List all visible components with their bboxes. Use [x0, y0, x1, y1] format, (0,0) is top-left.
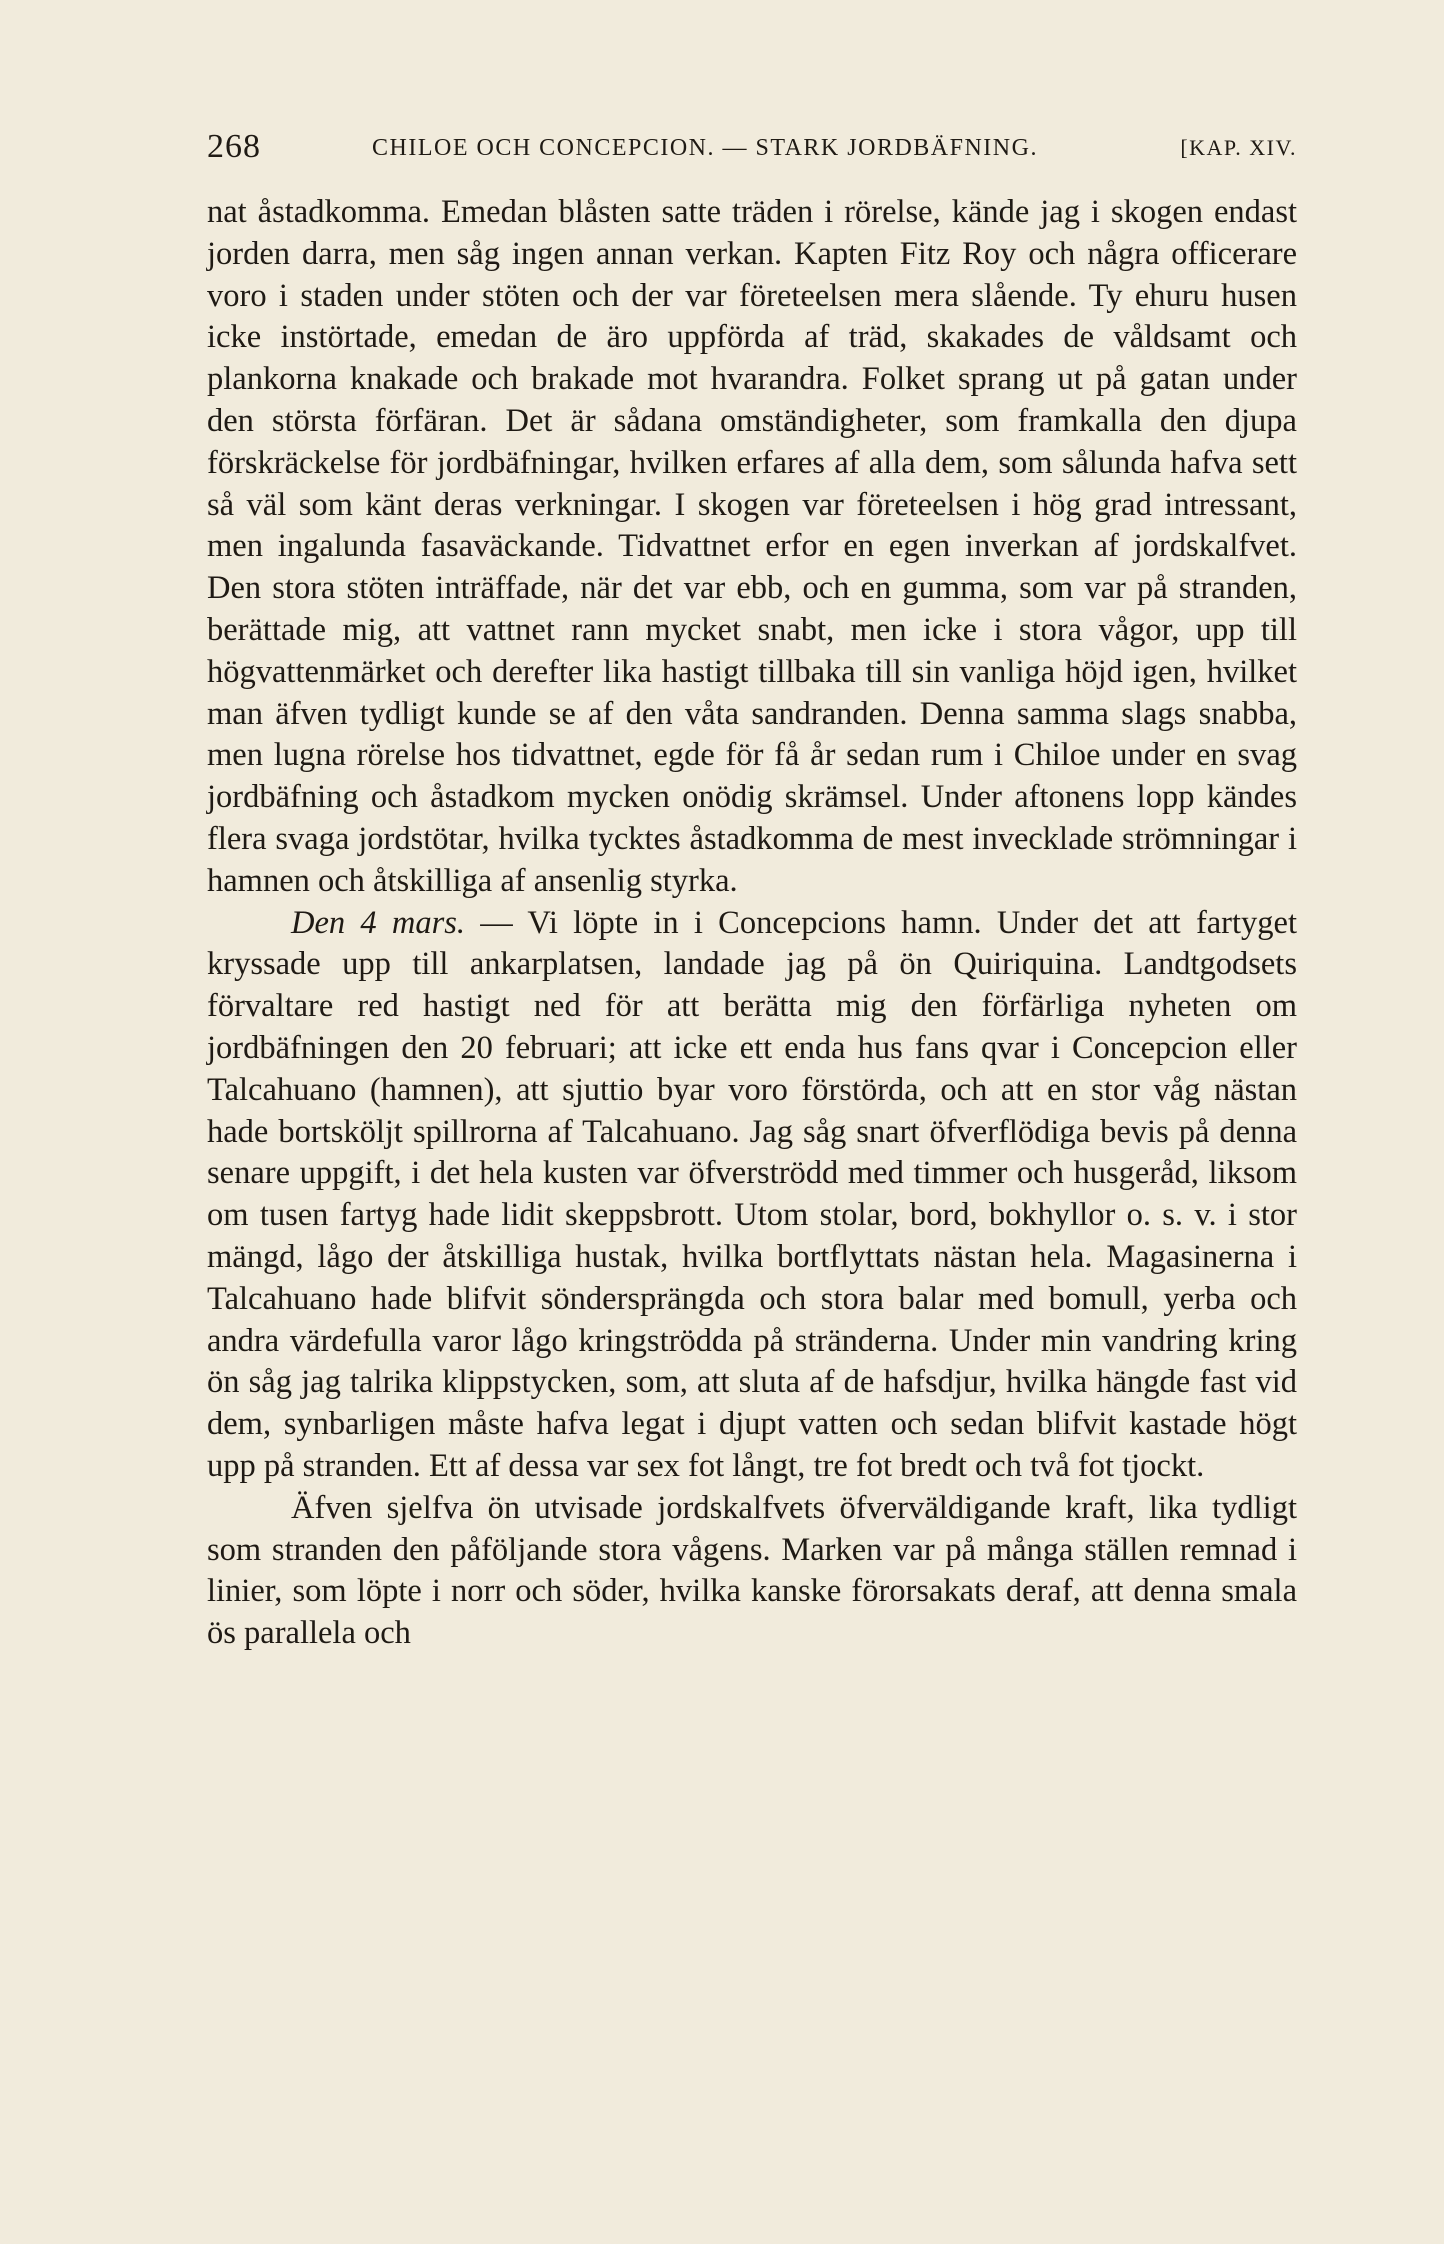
running-head: [207, 120, 1297, 180]
book-page: [207, 120, 1297, 1655]
date-heading: Den 4 mars.: [291, 904, 466, 941]
paragraph-text: nat åstadkomma. Emedan blåsten satte träden i rörelse, kände jag i skogen endast jorden darra, men såg ingen annan verkan. Kapten Fitz Roy och några officerare voro i staden under stöten och der var företeelsen mera slående. Ty ehuru husen icke instörtade, emedan de äro uppförda af träd, skakades de våldsamt och plankorna knakade och brakade mot hvarandra. Folket sprang ut på gatan under den största förfäran. Det är sådana omständigheter, som framkalla den djupa förskräckelse för jordbäfningar, hvilken erfares af alla dem, som sålunda hafva sett så väl som känt deras verkningar. I skogen var företeelsen i hög grad intressant, men ingalunda fasaväckande. Tidvattnet erfor en egen inverkan af jordskalfvet. Den stora stöten inträffade, när det var ebb, och en gumma, som var på stranden, berättade mig, att vattnet rann mycket snabt, men icke i stora vågor, upp till högvattenmärket och derefter lika hastigt tillbaka till sin vanliga höjd igen, hvilket man äfven tydligt kunde se af den våta sandranden. Denna samma slags snabba, men lugna rörelse hos tidvattnet, egde för få år sedan rum i Chiloe under en svag jordbäfning och åstadkom mycken onödig skrämsel. Under aftonens lopp kändes flera svaga jordstötar, hvilka tycktes åstadkomma de mest invecklade strömningar i hamnen och åtskilliga af ansenlig styrka.: [207, 194, 1297, 899]
paragraph-afven: [207, 1488, 1297, 1655]
paragraph-den-4-mars: [207, 903, 1297, 1488]
running-title: CHILOE OCH CONCEPCION. — STARK JORDBÄFNING.: [372, 135, 1038, 161]
paragraph-continued: [207, 192, 1297, 903]
chapter-marker: [KAP. XIV.: [1180, 135, 1297, 160]
page-number: 268: [207, 128, 261, 165]
body-text: [207, 192, 1297, 1655]
paragraph-text: — Vi löpte in i Concepcions hamn. Under det att fartyget kryssade upp till ankarplatsen, landade jag på ön Quiriquina. Landtgodsets förvaltare red hastigt ned för att berätta mig den förfärliga nyheten om jordbäfningen den 20 februari; att icke ett enda hus fans qvar i Concepcion eller Talcahuano (hamnen), att sjuttio byar voro förstörda, och att en stor våg nästan hade bortsköljt spillrorna af Talcahuano. Jag såg snart öfverflödiga bevis på denna senare uppgift, i det hela kusten var öfverströdd med timmer och husgeråd, liksom om tusen fartyg hade lidit skeppsbrott. Utom stolar, bord, bokhyllor o. s. v. i stor mängd, lågo der åtskilliga hustak, hvilka bortflyttats nästan hela. Magasinerna i Talcahuano hade blifvit söndersprängda och stora balar med bomull, yerba och andra värdefulla varor lågo kringströdda på stränderna. Under min vandring kring ön såg jag talrika klippstycken, som, att sluta af de hafsdjur, hvilka hängde fast vid dem, synbarligen måste hafva legat i djupt vatten och sedan blifvit kastade högt upp på stranden. Ett af dessa var sex fot långt, tre fot bredt och två fot tjockt.: [207, 904, 1297, 1484]
paragraph-text: Äfven sjelfva ön utvisade jordskalfvets öfverväldigande kraft, lika tydligt som stranden den påföljande stora vågens. Marken var på många ställen remnad i linier, som löpte i norr och söder, hvilka kanske förorsakats deraf, att denna smala ös parallela och: [207, 1489, 1297, 1652]
